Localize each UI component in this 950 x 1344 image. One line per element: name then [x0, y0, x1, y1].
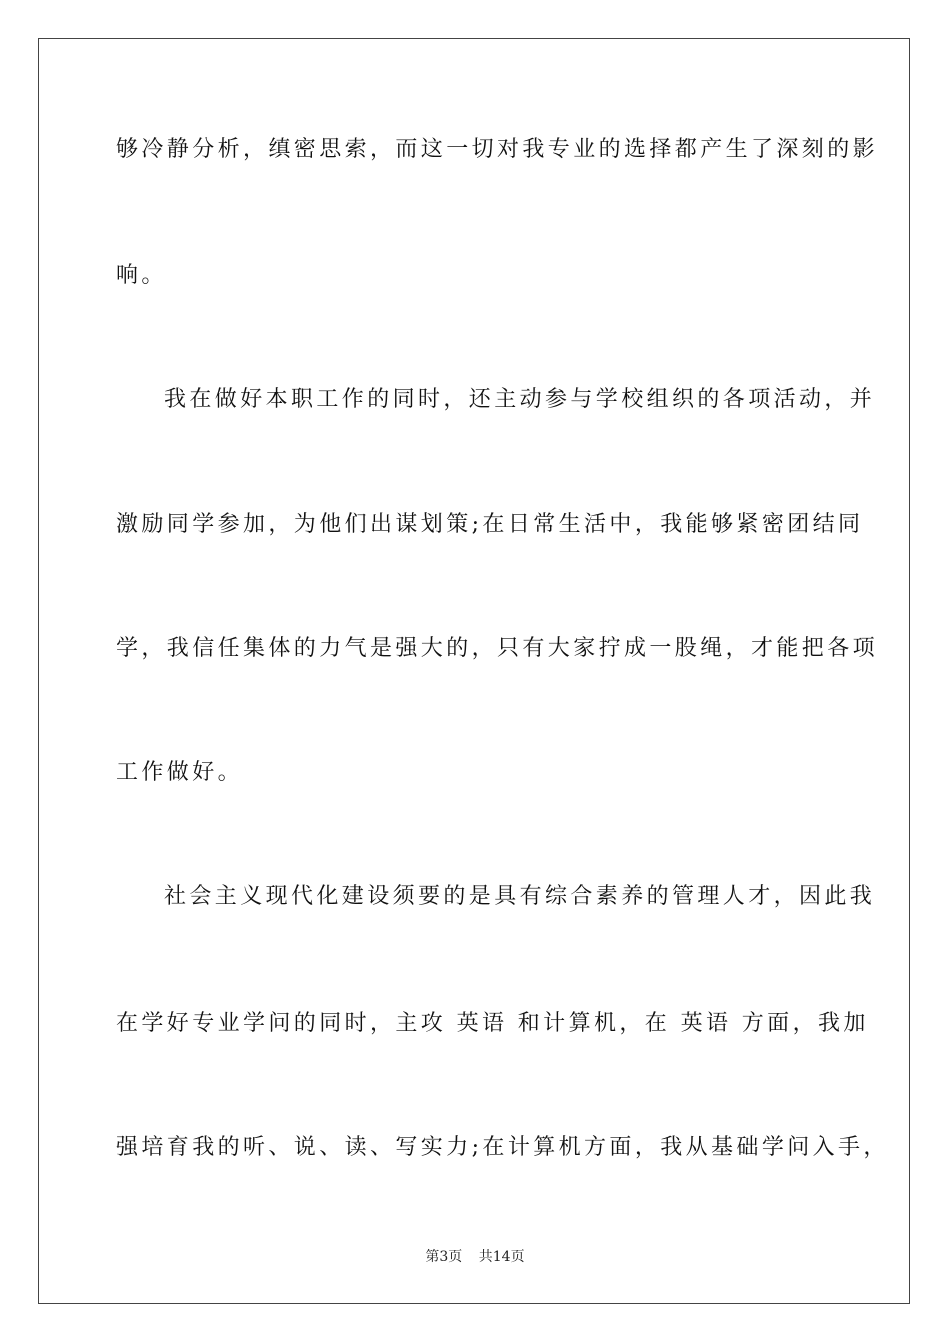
- body-text-line: 在学好专业学问的同时，主攻 英语 和计算机，在 英语 方面，我加: [116, 1011, 869, 1036]
- body-text-line: 强培育我的听、说、读、写实力;在计算机方面，我从基础学问入手，: [116, 1135, 889, 1160]
- body-text-line: 响。: [116, 263, 167, 288]
- page-total: 共14页: [478, 1249, 525, 1265]
- body-text-line: 激励同学参加，为他们出谋划策;在日常生活中，我能够紧密团结同: [116, 512, 864, 537]
- body-text-line: 学，我信任集体的力气是强大的，只有大家拧成一股绳，才能把各项: [116, 636, 879, 661]
- page-footer: [0, 1248, 950, 1266]
- paragraph-start-line: 社会主义现代化建设须要的是具有综合素养的管理人才，因此我: [164, 884, 876, 909]
- paragraph-start-line: 我在做好本职工作的同时，还主动参与学校组织的各项活动，并: [164, 387, 876, 412]
- body-text-line: 够冷静分析，缜密思索，而这一切对我专业的选择都产生了深刻的影: [116, 137, 879, 162]
- page-border: [38, 38, 910, 1304]
- body-text-line: 工作做好。: [116, 760, 244, 785]
- page-number: 第3页: [425, 1249, 463, 1265]
